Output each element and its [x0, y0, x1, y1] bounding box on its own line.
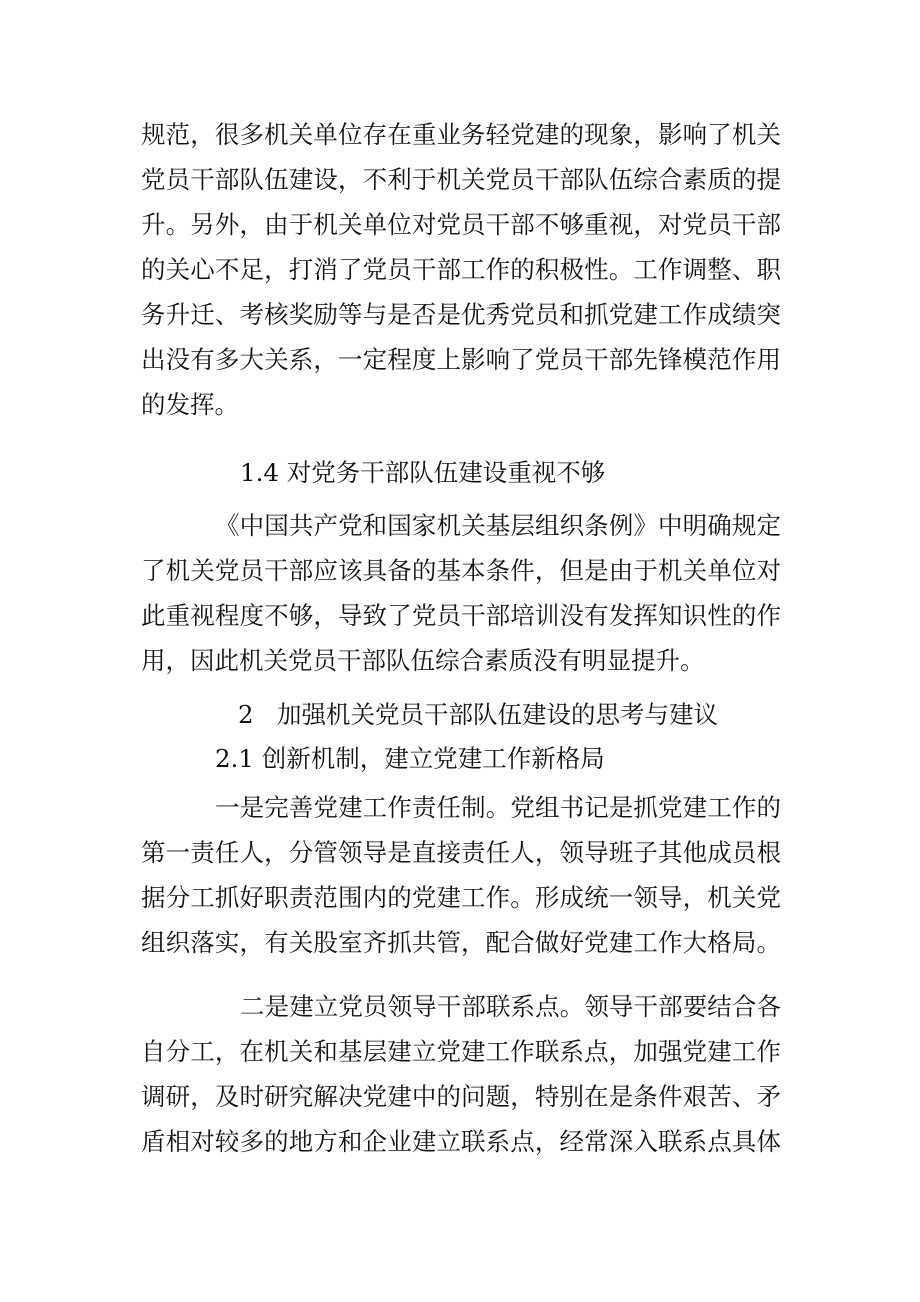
paragraph-line: 调研，及时研究解决党建中的问题，特别在是条件艰苦、矛	[141, 1082, 781, 1111]
paragraph-line: 了机关党员干部应该具备的基本条件，但是由于机关单位对	[141, 556, 781, 585]
paragraph-line: 的发挥。	[141, 390, 239, 419]
paragraph-line: 据分工抓好职责范围内的党建工作。形成统一领导，机关党	[141, 883, 781, 912]
paragraph-line: 党员干部队伍建设，不利于机关党员干部队伍综合素质的提	[141, 165, 781, 194]
paragraph-line: 二是建立党员领导干部联系点。领导干部要结合各	[240, 992, 781, 1021]
paragraph-line: 出没有多大关系，一定程度上影响了党员干部先锋模范作用	[141, 345, 781, 374]
paragraph-line: 升。另外，由于机关单位对党员干部不够重视，对党员干部	[141, 210, 781, 239]
paragraph-line: 的关心不足，打消了党员干部工作的积极性。工作调整、职	[141, 255, 781, 284]
section-heading-1-4: 1.4 对党务干部队伍建设重视不够	[240, 458, 606, 487]
paragraph-line: 盾相对较多的地方和企业建立联系点，经常深入联系点具体	[141, 1127, 781, 1156]
paragraph-line: 《中国共产党和国家机关基层组织条例》中明确规定	[215, 511, 781, 540]
section-heading-2: 2 加强机关党员干部队伍建设的思考与建议	[238, 700, 718, 729]
paragraph-line: 组织落实，有关股室齐抓共管，配合做好党建工作大格局。	[141, 928, 781, 957]
paragraph-line: 第一责任人，分管领导是直接责任人，领导班子其他成员根	[141, 838, 781, 867]
paragraph-line: 此重视程度不够，导致了党员干部培训没有发挥知识性的作	[141, 601, 781, 630]
paragraph-line: 自分工，在机关和基层建立党建工作联系点，加强党建工作	[141, 1037, 781, 1066]
paragraph-line: 务升迁、考核奖励等与是否是优秀党员和抓党建工作成绩突	[141, 300, 781, 329]
paragraph-line: 用，因此机关党员干部队伍综合素质没有明显提升。	[141, 646, 705, 675]
paragraph-line: 规范，很多机关单位存在重业务轻党建的现象，影响了机关	[141, 120, 781, 149]
section-heading-2-1: 2.1 创新机制，建立党建工作新格局	[215, 744, 605, 773]
paragraph-line: 一是完善党建工作责任制。党组书记是抓党建工作的	[215, 793, 781, 822]
